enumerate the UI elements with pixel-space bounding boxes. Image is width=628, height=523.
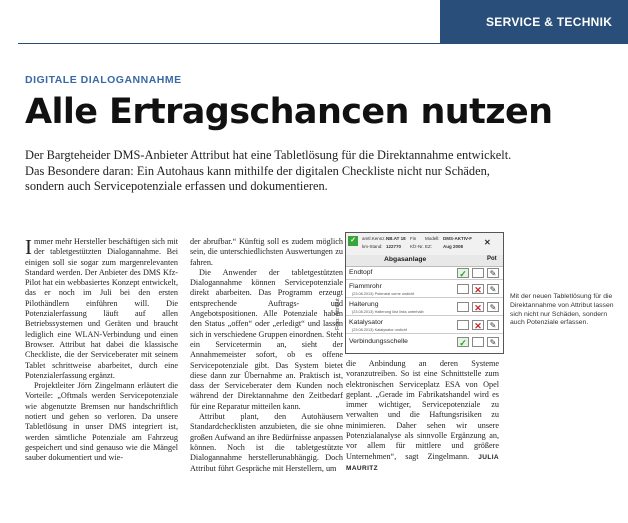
- close-icon[interactable]: ✕: [484, 238, 491, 247]
- author-byline: JULIA MAURITZ: [346, 453, 499, 472]
- defect-checkbox[interactable]: ✕: [472, 302, 484, 312]
- checklist-header: [346, 233, 503, 256]
- header-label: Fin: [410, 236, 417, 241]
- paragraph-text: mmer mehr Hersteller beschäftigen sich mit der tabletgestützten Dialogannahme. Bei einigen soll sie sogar zum margenrelevanten Standard werden. Der Anbieter des DMS Kfz-Pilot hat ein webbasiertes Konzept entwickelt, das er noch im Juli bei den ersten Pilothändlern einführen will. Die Potenzialerfassung läuft auf allen Betriebssystemen und Geräten und braucht lediglich eine WLAN-Verbindung und einen Browser. Attribut hat dabei die klassische Checkliste, die der Serviceberater mit seinem Tablet schrittweise abarbeitet, durch eine Potenzialerfassung ergänzt.: [25, 237, 178, 380]
- item-note: (23.08.2013) Halterung löst links unterhalb: [352, 310, 424, 314]
- header-value: NB.AT 18: [386, 236, 406, 241]
- header-label: Modell:: [425, 236, 440, 241]
- body-paragraph: [25, 237, 178, 381]
- defect-checkbox[interactable]: [472, 268, 484, 278]
- body-column-1: [25, 237, 178, 464]
- header-label: amtl.Kennz.:: [362, 236, 388, 241]
- paragraph-text: die Anbindung an deren Systeme voranzutreiben. So ist eine Schnittstelle zum elektronischen Serviceplatz ESA von Opel geplant. „Gerade im Fabrikatshandel wird es immer wichtiger, Servicepotenziale zu verwalten und die Haftungsrisiken zu minimieren. Daher sehen wir unsere Potenzialanalyse als sinnvolle Ergänzung an, vor allem für mittlere und größere Unternehmen“, sagt Zingelmann.: [346, 359, 499, 461]
- edit-pencil-icon[interactable]: ✎: [487, 268, 499, 278]
- header-value: DMS-AKTIV-F: [443, 236, 472, 241]
- header-rule: [18, 43, 628, 44]
- checklist-title-bar: [346, 255, 503, 267]
- ok-checkbox[interactable]: ✓: [457, 268, 469, 278]
- article-headline: Alle Ertragschancen nutzen: [25, 92, 553, 132]
- item-name: Endtopf: [349, 269, 373, 276]
- header-label: km-Stand:: [362, 244, 383, 249]
- item-name: Katalysator: [349, 319, 384, 326]
- item-name: Halterung: [349, 301, 379, 308]
- tablet-checklist-figure: [345, 232, 504, 354]
- defect-checkbox[interactable]: ✕: [472, 320, 484, 330]
- header-label: Kfz-Nr.: [410, 244, 424, 249]
- body-paragraph: [346, 359, 499, 474]
- article-kicker: DIGITALE DIALOGANNAHME: [25, 74, 182, 86]
- edit-pencil-icon[interactable]: ✎: [487, 320, 499, 330]
- ok-checkbox[interactable]: [457, 320, 469, 330]
- body-paragraph: Projektleiter Jörn Zingelmann erläutert die Vorteile: „Oftmals werden Servicepotenziale wie abgenutzte Bremsen nur handschriftlich notiert und gehen so verloren. Da unsere Tabletlösung in unser DMS integriert ist, werden sämtliche Potenziale am Fahrzeug gespeichert und sind genauso wie die Mängel sauber dokumentiert und wie-: [25, 381, 178, 463]
- item-name: Flammrohr: [349, 283, 382, 290]
- item-note: (23.08.2013) Katalysator undicht: [352, 328, 407, 332]
- checklist-row[interactable]: [346, 281, 503, 298]
- article-intro: Der Bargteheider DMS-Anbieter Attribut hat eine Tabletlösung für die Direktannahme entwickelt. Das Besondere daran: Ein Autohaus kann mithilfe der digitalen Checkliste nicht nur Schäden, sondern auch Servicepotenziale erfassen und dokumentieren.: [25, 148, 512, 193]
- defect-checkbox[interactable]: [472, 337, 484, 347]
- edit-pencil-icon[interactable]: ✎: [487, 284, 499, 294]
- body-paragraph: der abrufbar.“ Künftig soll es zudem möglich sein, die unterschiedlichsten Auswertungen zu fahren.: [190, 237, 343, 267]
- checklist-row[interactable]: [346, 317, 503, 334]
- section-banner: SERVICE & TECHNIK: [440, 0, 628, 44]
- item-note: (23.08.2013) Potenzial vorne undicht: [352, 292, 415, 296]
- body-paragraph: Die Anwender der tabletgestützten Dialogannahme können Servicepotenziale direkt abarbeiten. Das Programm erzeugt entsprechende Auftrags- und Angebotspositionen. Alle Potenziale haben den Status „offen“ oder „erledigt“ und lassen sich in verschiedene Gruppen einordnen. Steht ein Servicetermin an, sieht der Annahmemeister sofort, ob es offene Servicepotenziale gibt. Das System bietet diese dann zur Übernahme an. Praktisch ist, dass der Serviceberater dem Kunden noch während der Direktannahme den Zeitbedarf für eine Reparatur mitteilen kann.: [190, 267, 343, 411]
- header-label: EZ:: [425, 244, 433, 249]
- checklist-title: Abgasanlage: [384, 256, 427, 263]
- checklist-row[interactable]: [346, 267, 503, 280]
- body-column-3: [346, 359, 499, 474]
- defect-checkbox[interactable]: ✕: [472, 284, 484, 294]
- checklist-row[interactable]: [346, 299, 503, 316]
- photo-credit: Foto: Attribut: [335, 298, 341, 330]
- header-value: 122770: [386, 244, 402, 249]
- checklist-row[interactable]: [346, 335, 503, 351]
- item-name: Verbindungsschelle: [349, 338, 408, 345]
- drop-cap: I: [25, 235, 32, 259]
- body-column-2: [190, 237, 343, 474]
- header-value: Aug 2008: [443, 244, 464, 249]
- ok-checkbox[interactable]: [457, 302, 469, 312]
- edit-pencil-icon[interactable]: ✎: [487, 302, 499, 312]
- ok-checkbox[interactable]: [457, 284, 469, 294]
- column-pot-header: Pot: [487, 256, 497, 262]
- ok-checkbox[interactable]: ✓: [457, 337, 469, 347]
- body-paragraph: Attribut plant, den Autohäusern Standardchecklisten anzubieten, die sie ohne großen Aufwand an ihre Bedürfnisse anpassen können. Noch ist die tabletgestützte Dialogannahme herstellerunabhängig. Doch Attribut führt Gespräche mit Herstellern, um: [190, 412, 343, 473]
- figure-caption: Mit der neuen Tabletlösung für die Direktannahme von Attribut lassen sich nicht nur Schäden, sondern auch Potenziale erfassen.: [510, 293, 614, 327]
- app-logo-icon: ✓: [348, 236, 358, 246]
- edit-pencil-icon[interactable]: ✎: [487, 337, 499, 347]
